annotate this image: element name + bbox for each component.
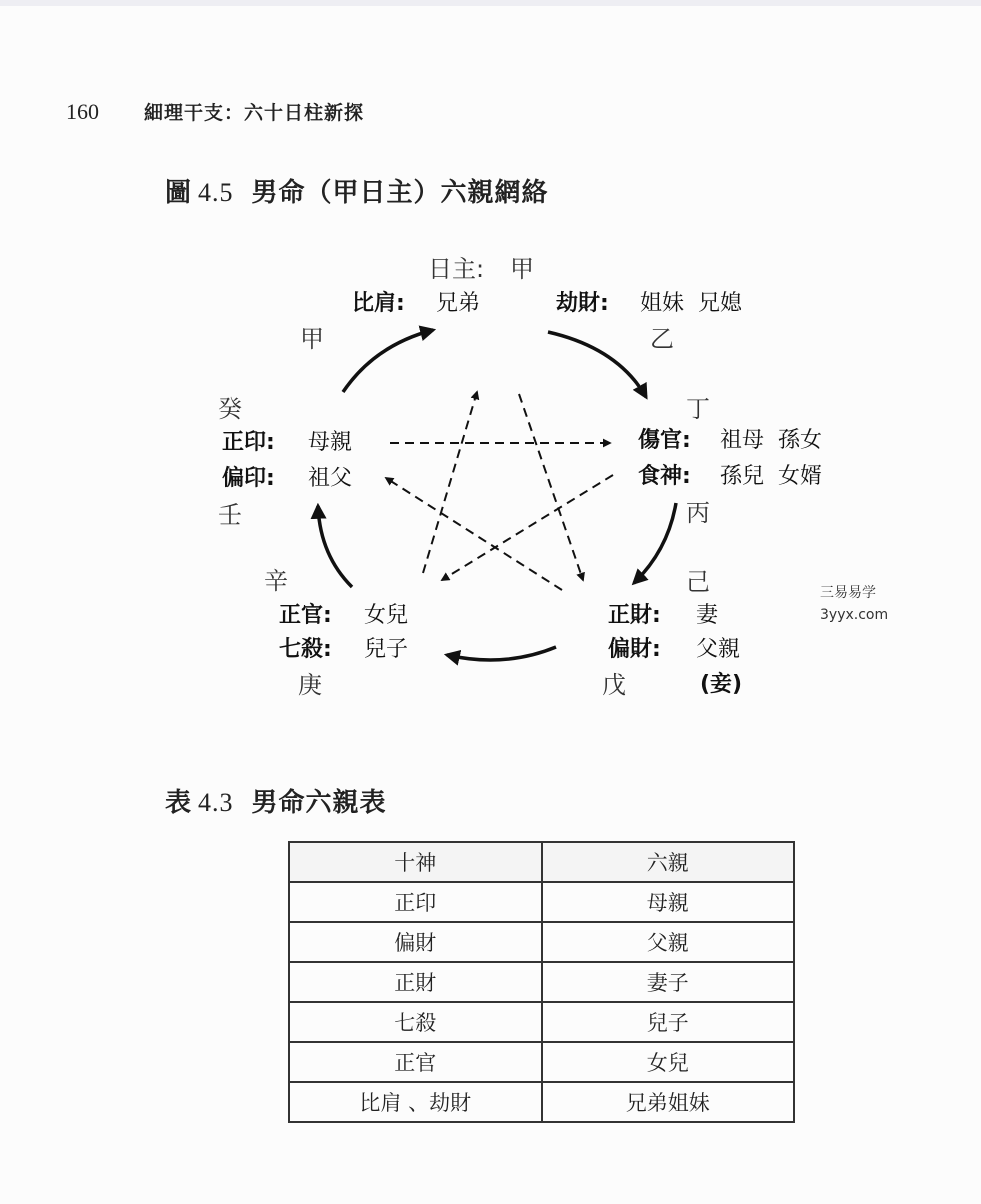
control-arrow-bottom-right-to-left — [386, 478, 562, 590]
control-arrow-top-to-bottom-right — [519, 394, 583, 580]
cell-ten-god: 正官 — [289, 1042, 542, 1082]
figure-caption — [165, 172, 549, 209]
figure-title: 男命（甲日主）六親網絡 — [251, 178, 549, 208]
relation-grandson-soninlaw: 孫兒 女婿 — [720, 464, 822, 489]
relation-father: 父親 — [696, 637, 741, 662]
table-row — [289, 922, 794, 962]
cell-ten-god: 偏財 — [289, 922, 542, 962]
cell-relation: 母親 — [542, 882, 795, 922]
relation-brothers: 兄弟 — [436, 291, 481, 316]
cell-ten-god: 七殺 — [289, 1002, 542, 1042]
stem-geng: 庚 — [298, 671, 322, 699]
cell-relation: 兄弟姐妹 — [542, 1082, 795, 1122]
role-pianyin: 偏印: — [222, 466, 275, 491]
table-row — [289, 882, 794, 922]
stem-jia-top: 甲 — [510, 255, 534, 283]
stem-ji: 己 — [686, 568, 710, 596]
six-relations-diagram — [0, 230, 981, 710]
stem-xin: 辛 — [264, 567, 288, 595]
cycle-arrow-bottom-right-to-bottom-left — [447, 647, 556, 660]
role-zhengcai: 正財: — [608, 603, 661, 628]
table-caption — [165, 782, 387, 819]
relation-mother: 母親 — [308, 430, 353, 455]
figure-number: 4.5 — [198, 178, 234, 207]
table-label: 表 — [165, 788, 193, 818]
cell-relation: 女兒 — [542, 1042, 795, 1082]
role-jiecai: 劫財: — [556, 291, 609, 316]
table-title: 男命六親表 — [251, 788, 387, 818]
cell-ten-god: 正財 — [289, 962, 542, 1002]
watermark-line2: 3yyx.com — [820, 607, 889, 623]
watermark — [820, 582, 888, 626]
cell-relation: 兒子 — [542, 1002, 795, 1042]
role-shangguan: 傷官: — [638, 428, 691, 453]
role-qisha: 七殺: — [279, 637, 332, 662]
six-relations-table — [288, 841, 795, 1123]
role-piancai: 偏財: — [608, 637, 661, 662]
relation-wife: 妻 — [696, 603, 719, 628]
stem-yi: 乙 — [650, 325, 674, 353]
header-six-relations: 六親 — [542, 842, 795, 882]
table-row — [289, 962, 794, 1002]
relation-concubine-note: (妾) — [700, 672, 743, 697]
stem-wu: 戊 — [602, 671, 626, 699]
stem-gui: 癸 — [218, 395, 242, 423]
stem-ren: 壬 — [218, 501, 242, 529]
book-title: 細理干支：六十日柱新探 — [144, 102, 365, 124]
cycle-arrow-right-to-bottom-right — [634, 503, 676, 583]
control-arrow-bottom-left-to-top — [423, 392, 477, 573]
cycle-arrow-top-to-right — [548, 332, 646, 397]
cycle-arrow-bottom-left-to-left — [318, 506, 352, 587]
watermark-line1: 三易易学 — [820, 585, 876, 601]
role-bijian: 比肩: — [352, 291, 405, 316]
role-zhengguan: 正官: — [279, 603, 332, 628]
table-row — [289, 1042, 794, 1082]
table-row — [289, 1002, 794, 1042]
role-shishen: 食神: — [638, 464, 691, 489]
header-ten-gods: 十神 — [289, 842, 542, 882]
day-master-label: 日主: — [428, 255, 485, 283]
role-zhengyin: 正印: — [222, 430, 275, 455]
cell-ten-god: 正印 — [289, 882, 542, 922]
relation-son: 兒子 — [364, 637, 409, 662]
relation-daughter: 女兒 — [364, 603, 409, 628]
control-arrow-right-to-bottom-left — [442, 475, 613, 580]
cycle-arrow-left-to-top — [343, 330, 433, 392]
relation-grandfather: 祖父 — [308, 466, 353, 491]
page-number: 160 — [66, 99, 99, 124]
cell-relation: 父親 — [542, 922, 795, 962]
stem-jia-left: 甲 — [300, 325, 324, 353]
running-head — [66, 98, 364, 125]
cell-relation: 妻子 — [542, 962, 795, 1002]
figure-label: 圖 — [165, 178, 193, 208]
relation-sisters-sil: 姐妹 兄媳 — [640, 291, 742, 316]
table-header-row — [289, 842, 794, 882]
stem-ding: 丁 — [686, 395, 710, 423]
top-edge — [0, 0, 981, 6]
stem-bing: 丙 — [686, 499, 710, 527]
relation-grandmother-granddaughter: 祖母 孫女 — [720, 428, 822, 453]
table-number: 4.3 — [198, 788, 234, 817]
cell-ten-god: 比肩 、劫財 — [289, 1082, 542, 1122]
table-row — [289, 1082, 794, 1122]
